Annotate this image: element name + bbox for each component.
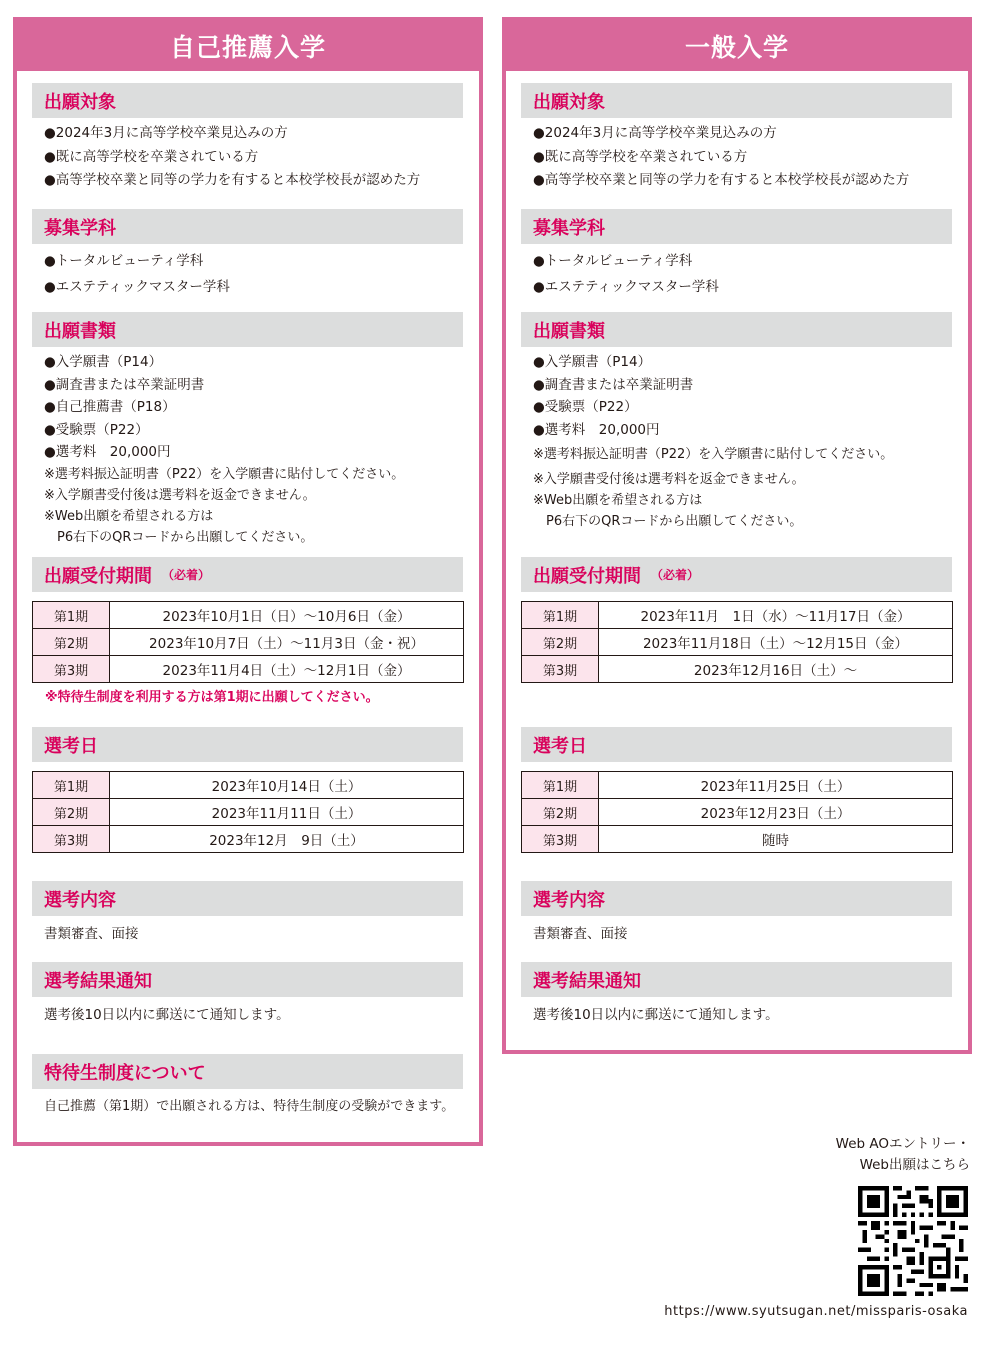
term-dates: 随時 xyxy=(599,826,953,853)
note-line: ※Web出願を希望される方は xyxy=(533,493,703,508)
section-heading: 選考結果通知 xyxy=(521,962,952,997)
note-line: P6右下のQRコードから出願してください。 xyxy=(44,529,314,545)
note-line: ※入学願書受付後は選考料を返金できません。 xyxy=(533,472,805,487)
section-heading: 選考結果通知 xyxy=(32,962,463,997)
term-dates: 2023年11月4日（土）〜12月1日（金） xyxy=(110,656,464,683)
section-heading: 選考内容 xyxy=(521,881,952,916)
departments-section xyxy=(521,209,952,300)
list-item: ●調査書または卒業証明書 xyxy=(44,376,205,393)
section-heading xyxy=(32,557,463,592)
note-line: ※選考料振込証明書（P22）を入学願書に貼付してください。 xyxy=(44,466,405,482)
exam-date-table xyxy=(32,771,464,853)
departments-list xyxy=(521,248,952,300)
term-dates: 2023年12月23日（土） xyxy=(599,799,953,826)
section-heading: 選考内容 xyxy=(32,881,463,916)
documents-notes xyxy=(521,441,952,532)
result-notice-text: 選考後10日以内に郵送にて通知します。 xyxy=(44,1007,290,1023)
exam-date-section xyxy=(521,727,952,853)
must-arrive-note: （必着） xyxy=(162,568,211,582)
result-notice-section xyxy=(521,962,952,1033)
panel-title: 一般入学 xyxy=(506,21,968,71)
list-item: ●自己推薦書（P18） xyxy=(44,399,176,415)
application-period-table xyxy=(32,601,464,683)
term-dates: 2023年10月14日（土） xyxy=(110,772,464,799)
section-heading-text: 出願受付期間 xyxy=(533,565,641,587)
web-entry-caption xyxy=(836,1134,970,1176)
term-dates: 2023年10月7日（土）〜11月3日（金・祝） xyxy=(110,629,464,656)
eligibility-list xyxy=(521,122,952,193)
result-notice-text: 選考後10日以内に郵送にて通知します。 xyxy=(533,1007,779,1023)
term-label: 第3期 xyxy=(33,656,110,683)
list-item: ●受験票（P22） xyxy=(533,399,638,415)
list-item: ●2024年3月に高等学校卒業見込みの方 xyxy=(533,125,777,141)
caption-line: Web出願はこちら xyxy=(859,1157,970,1173)
general-admission-panel xyxy=(502,17,972,1054)
self-recommendation-panel xyxy=(13,17,483,1146)
section-heading xyxy=(521,557,952,592)
scholarship-text: 自己推薦（第1期）で出願される方は、特待生制度の受験ができます。 xyxy=(44,1099,455,1114)
section-heading: 選考日 xyxy=(32,727,463,762)
section-heading: 募集学科 xyxy=(521,209,952,244)
exam-content-text: 書類審査、面接 xyxy=(44,926,139,942)
term-label: 第1期 xyxy=(522,772,599,799)
term-label: 第1期 xyxy=(522,602,599,629)
section-heading: 出願対象 xyxy=(32,83,463,118)
table-row xyxy=(522,656,953,683)
table-row xyxy=(33,826,464,853)
exam-date-table xyxy=(521,771,953,853)
documents-notes xyxy=(32,464,463,548)
term-dates: 2023年11月 1日（水）〜11月17日（金） xyxy=(599,602,953,629)
term-label: 第2期 xyxy=(522,799,599,826)
list-item: ●高等学校卒業と同等の学力を有すると本校学校長が認めた方 xyxy=(44,172,421,188)
term-dates: 2023年12月16日（土）〜 xyxy=(599,656,953,683)
qr-code-icon[interactable] xyxy=(858,1186,968,1296)
term-label: 第1期 xyxy=(33,772,110,799)
section-heading-text: 出願受付期間 xyxy=(44,565,152,587)
list-item: ●高等学校卒業と同等の学力を有すると本校学校長が認めた方 xyxy=(533,172,910,188)
term-label: 第3期 xyxy=(33,826,110,853)
application-period-section xyxy=(521,557,952,683)
note-line: ※入学願書受付後は選考料を返金できません。 xyxy=(44,487,316,503)
term-dates: 2023年12月 9日（土） xyxy=(110,826,464,853)
list-item: ●受験票（P22） xyxy=(44,421,149,438)
exam-content-section xyxy=(521,881,952,952)
table-row xyxy=(522,799,953,826)
documents-list xyxy=(32,351,463,464)
term-dates: 2023年10月1日（日）〜10月6日（金） xyxy=(110,602,464,629)
entry-url[interactable]: https://www.syutsugan.net/missparis-osaka xyxy=(664,1304,968,1319)
application-period-section xyxy=(32,557,463,713)
result-notice-section xyxy=(32,962,463,1033)
scholarship-footnote: ※特待生制度を利用する方は第1期に出願してください。 xyxy=(45,690,379,705)
section-heading: 選考日 xyxy=(521,727,952,762)
panel-title: 自己推薦入学 xyxy=(17,21,479,71)
table-row xyxy=(33,799,464,826)
list-item: ●既に高等学校を卒業されている方 xyxy=(44,148,259,165)
departments-list xyxy=(32,248,463,300)
table-row xyxy=(33,602,464,629)
exam-content-section xyxy=(32,881,463,952)
must-arrive-note: （必着） xyxy=(651,568,700,582)
section-heading: 出願書類 xyxy=(32,312,463,347)
caption-line: Web AOエントリー・ xyxy=(835,1136,970,1152)
documents-section xyxy=(521,312,952,532)
exam-date-section xyxy=(32,727,463,853)
exam-content-text: 書類審査、面接 xyxy=(533,926,628,942)
documents-list xyxy=(521,351,952,441)
documents-section xyxy=(32,312,463,548)
term-label: 第3期 xyxy=(522,826,599,853)
eligibility-section xyxy=(521,83,952,193)
term-label: 第2期 xyxy=(522,629,599,656)
table-row xyxy=(33,772,464,799)
table-row xyxy=(522,629,953,656)
table-row xyxy=(33,656,464,683)
term-dates: 2023年11月25日（土） xyxy=(599,772,953,799)
table-row xyxy=(33,629,464,656)
list-item: ●選考料 20,000円 xyxy=(44,444,171,460)
list-item: ●2024年3月に高等学校卒業見込みの方 xyxy=(44,125,288,141)
term-label: 第2期 xyxy=(33,799,110,826)
table-row xyxy=(522,602,953,629)
term-dates: 2023年11月18日（土）〜12月15日（金） xyxy=(599,629,953,656)
section-heading: 特待生制度について xyxy=(32,1054,463,1089)
eligibility-list xyxy=(32,122,463,193)
list-item: ●既に高等学校を卒業されている方 xyxy=(533,148,748,165)
list-item: ●選考料 20,000円 xyxy=(533,421,660,438)
section-heading: 出願書類 xyxy=(521,312,952,347)
note-line: P6右下のQRコードから出願してください。 xyxy=(533,514,803,529)
list-item: ●エステティックマスター学科 xyxy=(44,279,230,295)
list-item: ●調査書または卒業証明書 xyxy=(533,376,694,393)
list-item: ●トータルビューティ学科 xyxy=(533,253,693,269)
term-label: 第3期 xyxy=(522,656,599,683)
list-item: ●エステティックマスター学科 xyxy=(533,279,719,295)
application-period-table xyxy=(521,601,953,683)
note-line: ※選考料振込証明書（P22）を入学願書に貼付してください。 xyxy=(533,447,894,462)
table-row xyxy=(522,826,953,853)
section-heading: 募集学科 xyxy=(32,209,463,244)
note-line: ※Web出願を希望される方は xyxy=(44,508,214,524)
table-row xyxy=(522,772,953,799)
section-heading: 出願対象 xyxy=(521,83,952,118)
list-item: ●トータルビューティ学科 xyxy=(44,253,204,269)
term-dates: 2023年11月11日（土） xyxy=(110,799,464,826)
term-label: 第1期 xyxy=(33,602,110,629)
list-item: ●入学願書（P14） xyxy=(533,354,652,370)
departments-section xyxy=(32,209,463,300)
term-label: 第2期 xyxy=(33,629,110,656)
scholarship-section xyxy=(32,1054,463,1125)
list-item: ●入学願書（P14） xyxy=(44,354,163,370)
eligibility-section xyxy=(32,83,463,193)
